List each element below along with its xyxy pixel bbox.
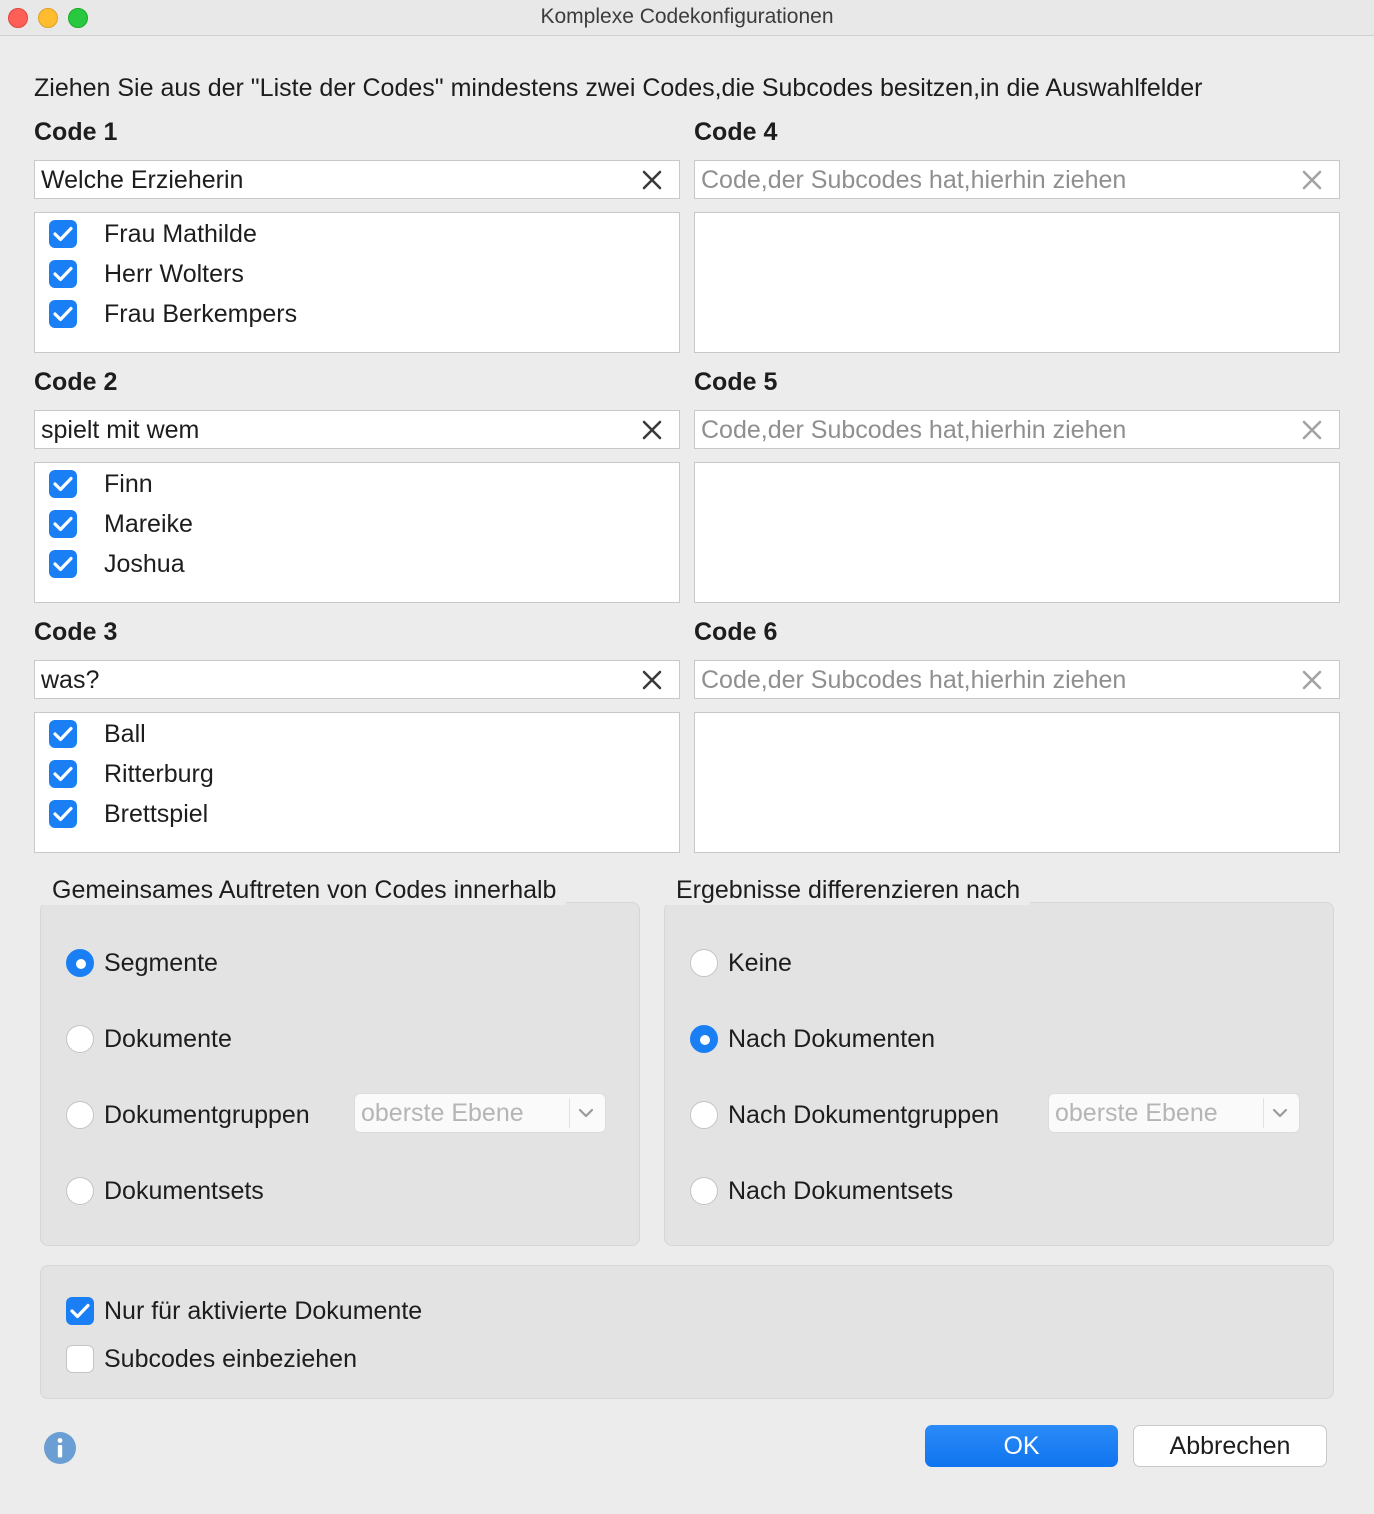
radio-nach-dokumentsets[interactable] [690, 1175, 953, 1207]
subcode-label: Mareike [104, 509, 193, 538]
code-3-label: Code 3 [34, 618, 118, 646]
subcode-item[interactable] [49, 509, 193, 539]
subcode-item[interactable] [49, 759, 214, 789]
subcode-item[interactable] [49, 549, 185, 579]
differentiate-group-title: Ergebnisse differenzieren nach [666, 876, 1030, 905]
clear-code-2-icon[interactable] [641, 419, 663, 441]
radio-keine[interactable] [690, 947, 792, 979]
subcode-checkbox[interactable] [49, 260, 77, 288]
chevron-down-icon[interactable] [569, 1098, 601, 1128]
code-2-label: Code 2 [34, 368, 118, 396]
code-3-field[interactable] [34, 660, 680, 699]
code-6-placeholder: Code,der Subcodes hat,hierhin ziehen [701, 666, 1127, 694]
code-4-label: Code 4 [694, 118, 778, 146]
radio-button[interactable] [66, 949, 94, 977]
subcode-item[interactable] [49, 299, 297, 329]
subcode-checkbox[interactable] [49, 720, 77, 748]
code-5-placeholder: Code,der Subcodes hat,hierhin ziehen [701, 416, 1127, 444]
subcode-item[interactable] [49, 799, 208, 829]
clear-code-1-icon[interactable] [641, 169, 663, 191]
subcode-item[interactable] [49, 219, 257, 249]
subcode-label: Finn [104, 469, 153, 498]
radio-dokumente[interactable] [66, 1023, 232, 1055]
radio-label: Dokumentgruppen [104, 1100, 310, 1129]
only-activated-checkbox[interactable] [66, 1297, 94, 1325]
clear-code-4-icon[interactable] [1301, 169, 1323, 191]
cancel-button[interactable]: Abbrechen [1133, 1425, 1327, 1467]
radio-label: Nach Dokumentgruppen [728, 1100, 999, 1129]
subcode-checkbox[interactable] [49, 470, 77, 498]
title-bar [0, 0, 1374, 36]
include-subcodes-checkbox[interactable] [66, 1345, 94, 1373]
only-activated-documents-option[interactable] [66, 1295, 422, 1327]
code-6-field[interactable] [694, 660, 1340, 699]
subcode-checkbox[interactable] [49, 800, 77, 828]
code-2-value: spielt mit wem [41, 416, 200, 444]
instruction-text: Ziehen Sie aus der "Liste der Codes" mindestens zwei Codes,die Subcodes besitzen,in die Auswahlfelder [34, 74, 1203, 102]
radio-button[interactable] [66, 1177, 94, 1205]
subcode-checkbox[interactable] [49, 550, 77, 578]
radio-button[interactable] [66, 1101, 94, 1129]
radio-button[interactable] [690, 1177, 718, 1205]
code-2-subcode-list [34, 462, 680, 603]
cooccurrence-group-title: Gemeinsames Auftreten von Codes innerhalb [42, 876, 566, 905]
clear-code-5-icon[interactable] [1301, 419, 1323, 441]
subcode-label: Ball [104, 719, 146, 748]
subcode-checkbox[interactable] [49, 220, 77, 248]
radio-button[interactable] [690, 1101, 718, 1129]
radio-segmente[interactable] [66, 947, 218, 979]
clear-code-3-icon[interactable] [641, 669, 663, 691]
code-5-label: Code 5 [694, 368, 778, 396]
radio-dokumentgruppen[interactable] [66, 1099, 310, 1131]
code-5-subcode-list [694, 462, 1340, 603]
select-value: oberste Ebene [361, 1099, 524, 1127]
radio-label: Dokumentsets [104, 1176, 264, 1205]
subcode-label: Frau Mathilde [104, 219, 257, 248]
subcode-checkbox[interactable] [49, 760, 77, 788]
only-activated-label: Nur für aktivierte Dokumente [104, 1296, 423, 1325]
code-4-subcode-list [694, 212, 1340, 353]
differentiate-level-select[interactable] [1048, 1093, 1300, 1133]
code-5-field[interactable] [694, 410, 1340, 449]
code-1-subcode-list [34, 212, 680, 353]
radio-label: Keine [728, 948, 792, 977]
radio-button[interactable] [66, 1025, 94, 1053]
subcode-label: Joshua [104, 549, 185, 578]
chevron-down-icon[interactable] [1263, 1098, 1295, 1128]
clear-code-6-icon[interactable] [1301, 669, 1323, 691]
code-6-label: Code 6 [694, 618, 778, 646]
subcode-item[interactable] [49, 259, 244, 289]
subcode-label: Frau Berkempers [104, 299, 298, 328]
radio-nach-dokumentgruppen[interactable] [690, 1099, 999, 1131]
code-4-field[interactable] [694, 160, 1340, 199]
code-2-field[interactable] [34, 410, 680, 449]
subcode-label: Brettspiel [104, 799, 209, 828]
radio-label: Nach Dokumenten [728, 1024, 936, 1053]
cooccurrence-level-select[interactable] [354, 1093, 606, 1133]
code-3-subcode-list [34, 712, 680, 853]
subcode-label: Ritterburg [104, 759, 214, 788]
radio-button[interactable] [690, 949, 718, 977]
subcode-checkbox[interactable] [49, 510, 77, 538]
radio-label: Segmente [104, 948, 218, 977]
info-icon[interactable] [43, 1431, 77, 1465]
include-subcodes-option[interactable] [66, 1343, 357, 1375]
subcode-label: Herr Wolters [104, 259, 244, 288]
code-1-value: Welche Erzieherin [41, 166, 244, 194]
radio-button[interactable] [690, 1025, 718, 1053]
radio-nach-dokumenten[interactable] [690, 1023, 935, 1055]
include-subcodes-label: Subcodes einbeziehen [104, 1344, 357, 1373]
code-3-value: was? [41, 666, 100, 694]
code-1-field[interactable] [34, 160, 680, 199]
ok-button[interactable]: OK [925, 1425, 1118, 1467]
code-6-subcode-list [694, 712, 1340, 853]
subcode-item[interactable] [49, 719, 146, 749]
options-group [40, 1265, 1334, 1399]
code-1-label: Code 1 [34, 118, 118, 146]
code-4-placeholder: Code,der Subcodes hat,hierhin ziehen [701, 166, 1127, 194]
radio-label: Dokumente [104, 1024, 232, 1053]
select-value: oberste Ebene [1055, 1099, 1218, 1127]
radio-dokumentsets[interactable] [66, 1175, 264, 1207]
window-title: Komplexe Codekonfigurationen [540, 5, 834, 28]
subcode-checkbox[interactable] [49, 300, 77, 328]
subcode-item[interactable] [49, 469, 153, 499]
radio-label: Nach Dokumentsets [728, 1176, 954, 1205]
